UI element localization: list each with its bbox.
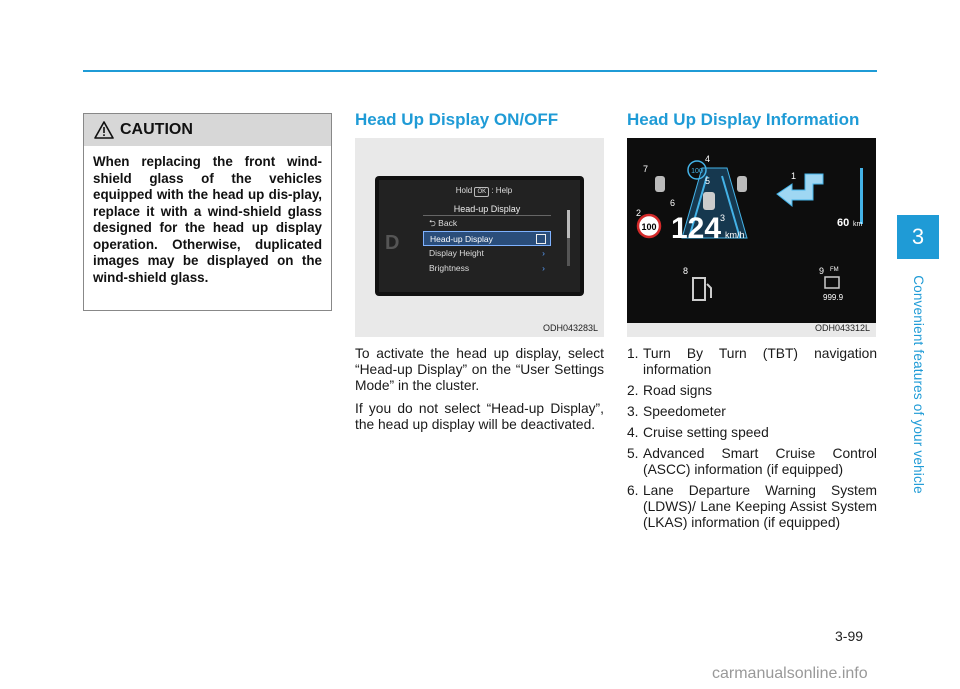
radio-band: FM: [830, 267, 839, 273]
gear-indicator: D: [385, 232, 400, 254]
caution-header: [84, 114, 331, 146]
caution-box: [83, 113, 332, 311]
hold-prefix: Hold: [455, 186, 473, 195]
menu-item-brightness[interactable]: Brightness ›: [423, 261, 551, 276]
car-icon: [737, 176, 747, 192]
distance-bar-icon: [860, 168, 863, 224]
hud-menu-title: Head-up Display: [423, 202, 551, 216]
caution-text: When replacing the front wind-shield glass of the vehicles equipped with the head up dis-play, replace it with a wind-shield glass designed for the head up display operation. Otherwise, duplicated images may be displayed on the wind-shield glass.: [93, 154, 322, 285]
caution-label: CAUTION: [120, 121, 193, 138]
callout-number: 4: [705, 154, 711, 164]
callout-number: 7: [643, 164, 649, 174]
page-number: 3-99: [835, 628, 864, 644]
callout-number: 2: [636, 208, 642, 218]
callout-number: 3: [720, 213, 726, 223]
callout-number: 6: [670, 198, 676, 208]
menu-item-display-height[interactable]: Display Height ›: [423, 246, 551, 261]
hold-help-bar: [434, 184, 534, 198]
checkbox-checked-icon: [536, 234, 546, 244]
hud-settings-menu: [423, 202, 551, 286]
cruise-speed: 100: [691, 168, 703, 175]
section-title-hud-information: Head Up Display Information: [627, 110, 860, 129]
hold-suffix: : Help: [491, 186, 513, 195]
section1-body: [355, 346, 604, 440]
warning-triangle-icon: [94, 121, 114, 139]
chapter-title-vertical: [878, 268, 958, 500]
speed-value: 124: [671, 212, 722, 245]
list-item: 5. Advanced Smart Cruise Control (ASCC) information (if equipped): [627, 446, 877, 477]
speed-unit: km/h: [725, 230, 745, 240]
list-item: 1. Turn By Turn (TBT) navigation information: [627, 346, 877, 377]
hud-info-list: [627, 346, 877, 536]
list-item: 2. Road signs: [627, 383, 713, 398]
chevron-right-icon: ›: [542, 248, 545, 258]
figure-hud-info: [627, 138, 876, 337]
top-rule: [83, 70, 877, 72]
hud-illustration: [627, 138, 876, 323]
figure-cluster-menu: [355, 138, 604, 337]
radio-frequency: 999.9: [823, 293, 844, 302]
list-item: 4. Cruise setting speed: [627, 425, 769, 440]
distance-value: 60: [837, 217, 850, 229]
menu-item-back[interactable]: ⮌ Back: [429, 218, 458, 228]
cluster-screen: [375, 176, 584, 296]
paragraph: If you do not select “Head-up Display”, the head up display will be deactivated.: [355, 401, 604, 432]
chapter-number-tab[interactable]: [897, 215, 939, 259]
distance-unit: km: [853, 221, 863, 228]
watermark-link[interactable]: carmanualsonline.info: [712, 665, 868, 682]
chevron-right-icon: ›: [542, 263, 545, 273]
road-sign-value: 100: [641, 222, 657, 232]
chapter-title: Convenient features of your vehicle: [910, 274, 926, 494]
callout-number: 5: [705, 176, 711, 186]
menu-item-head-up-display[interactable]: Head-up Display: [423, 231, 551, 246]
cluster-display: [379, 180, 580, 292]
list-item: 3. Speedometer: [627, 404, 726, 419]
chapter-number: 3: [911, 224, 925, 249]
section-title-hud-on-off: Head Up Display ON/OFF: [355, 110, 559, 129]
menu-scrollbar[interactable]: [567, 210, 570, 266]
callout-number: 8: [683, 266, 689, 276]
figure-code: ODH043312L: [814, 323, 870, 333]
callout-number: 9: [819, 266, 825, 276]
callout-number: 1: [791, 171, 797, 181]
list-item: 6. Lane Departure Warning System (LDWS)/ Lane Keeping Assist System (LKAS) information (if equipped): [627, 483, 877, 530]
car-icon: [703, 192, 715, 210]
car-icon: [655, 176, 665, 192]
ok-button-icon: OK: [474, 187, 489, 197]
figure-code: ODH043283L: [542, 323, 598, 333]
paragraph: To activate the head up display, select “Head-up Display” on the “User Settings Mode” in the cluster.: [355, 346, 604, 393]
